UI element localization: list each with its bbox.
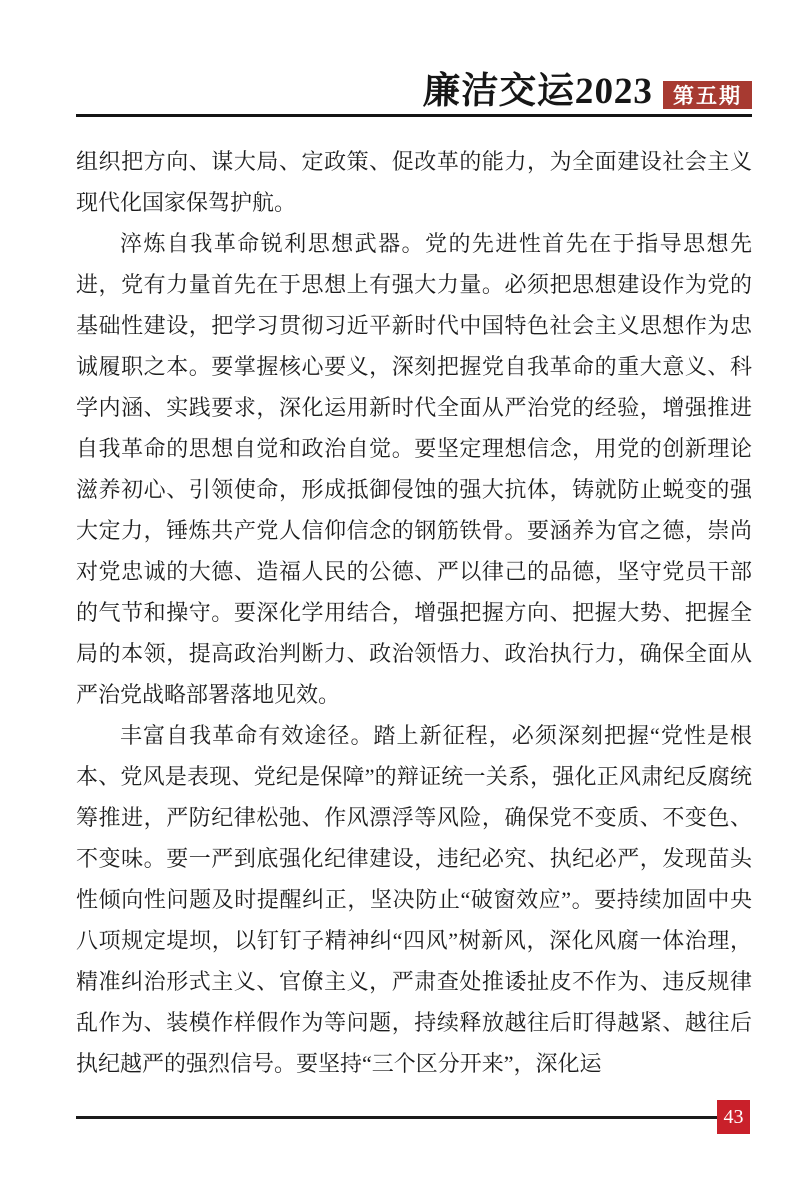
body-paragraph: 组织把方向、谋大局、定政策、促改革的能力，为全面建设社会主义现代化国家保驾护航。 <box>76 149 752 215</box>
page-number-badge: 43 <box>717 1100 750 1134</box>
page-header <box>76 64 752 110</box>
body-paragraph: 丰富自我革命有效途径。踏上新征程，必须深刻把握“党性是根本、党风是表现、党纪是保障”的辩证统一关系，强化正风肃纪反腐统筹推进，严防纪律松弛、作风漂浮等风险，确保党不变质、不变色、不变味。要一严到底强化纪律建设，违纪必究、执纪必严，发现苗头性倾向性问题及时提醒纠正，坚决防止“破窗效应”。要持续加固中央八项规定堤坝，以钉钉子精神纠“四风”树新风，深化风腐一体治理，精准纠治形式主义、官僚主义，严肃查处推诿扯皮不作为、违反规律乱作为、装模作样假作为等问题，持续释放越往后盯得越紧、越往后执纪越严的强烈信号。要坚持“三个区分开来”，深化运 <box>76 723 752 1076</box>
publication-title: 廉洁交运2023 <box>422 71 654 112</box>
body-paragraph: 淬炼自我革命锐利思想武器。党的先进性首先在于指导思想先进，党有力量首先在于思想上有强大力量。必须把思想建设作为党的基础性建设，把学习贯彻习近平新时代中国特色社会主义思想作为忠诚履职之本。要掌握核心要义，深刻把握党自我革命的重大意义、科学内涵、实践要求，深化运用新时代全面从严治党的经验，增强推进自我革命的思想自觉和政治自觉。要坚定理想信念，用党的创新理论滋养初心、引领使命，形成抵御侵蚀的强大抗体，铸就防止蜕变的强大定力，锤炼共产党人信仰信念的钢筋铁骨。要涵养为官之德，崇尚对党忠诚的大德、造福人民的公德、严以律己的品德，坚守党员干部的气节和操守。要深化学用结合，增强把握方向、把握大势、把握全局的本领，提高政治判断力、政治领悟力、政治执行力，确保全面从严治党战略部署落地见效。 <box>76 231 752 707</box>
header-divider <box>76 114 752 117</box>
issue-number-badge: 第五期 <box>663 81 752 109</box>
article-body <box>76 141 752 1084</box>
footer-divider <box>76 1116 717 1119</box>
